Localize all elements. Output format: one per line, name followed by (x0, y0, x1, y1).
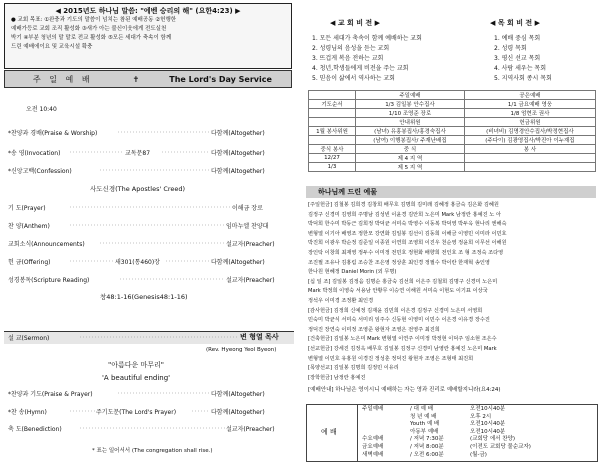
order-row: *송 영(Invocation) (8, 150, 61, 157)
year-theme-line: 드린 예배에이요 및 교육시설 확충 (11, 44, 93, 50)
footnote: * 표는 일어서서 (The congregation shall rise.) (92, 448, 213, 454)
pastoral-vision-heading: ◀ 목 회 비 전 ▶ (490, 19, 540, 27)
scripture-ref: 창48:1-16(Genesis48:1-16) (100, 293, 188, 301)
offering-line: [목양선교] 김일봉 김명희 김정민 이유리 (308, 365, 399, 372)
order-right: 다함께(Altogether) (211, 150, 265, 157)
pastoral-item: 2. 성령 목회 (494, 45, 527, 52)
duty-table (308, 90, 596, 172)
year-theme-line: 박기 ④부분 청년의 말 말로 전교 활성화 ⑤모든 세대가 축속이 함께 (11, 35, 172, 41)
schedule-cell: Youth 예 배 (410, 421, 440, 428)
order-mid: 새301(통460)장 (115, 259, 160, 266)
offering-line: 한나원 현혜정 Daniel Morin (외 무명) (308, 269, 397, 276)
order-label: 송 영(Invocation) (11, 150, 61, 157)
order-label: 찬양과 경배(Praise & Worship) (11, 130, 98, 137)
sermon-title-en: 'A beautiful ending' (102, 374, 171, 382)
schedule-cell: 수요예배 (362, 436, 384, 443)
year-theme-heading: ◀ 2015년도 하나님 말씀: "에벤 승리의 해" (요한4:23) ▶ (55, 7, 241, 15)
offering-line: Mark 박정희 이영숙 서용남 안황무 이승연 이해원 서미숙 이현도 이기표 이상국 (308, 288, 488, 295)
offering-line: [건축헌금] 김일봉 노은미 Mark 변형열 이연주 이미정 박정현 이덕주 임소현 조은수 (308, 336, 497, 343)
offering-heading: 하나님께 드린 예물 (306, 186, 596, 198)
vision-item: 5. 믿음이 삶에서 역사하는 교회 (312, 75, 395, 82)
table-row: 1월 봉사위원 (남녀) 유홍봉집사/홍경숙집사 (비녀비) 김명경안수집사/박정현집사 (309, 127, 596, 136)
table-row: 12/27 제 4 지 역 (309, 154, 596, 163)
table-row: 안내위원 헌금위원 (309, 118, 596, 127)
order-row: *찬양과 기도(Praise & Prayer) (8, 391, 93, 398)
schedule-cell: 오후 2시 (470, 413, 492, 420)
sermon-label: 설 교(Sermon) (8, 335, 50, 342)
order-right: 다함께(Altogether) (211, 391, 265, 398)
service-title-en: The Lord's Day Service (169, 74, 272, 84)
offering-line: 장인탁 이창희 최재영 정두수 이미정 전민호 정현화 배향희 전인호 조 형 조정숙 조다영 (308, 250, 504, 256)
order-right: 다함께(Altogether) (211, 130, 265, 137)
order-right: 이해금 장로 (232, 205, 263, 212)
schedule-cell: 아동부 예배 (410, 428, 439, 435)
schedule-cell: 오전10시40분 (470, 428, 506, 435)
preacher-name: 변 형열 목사 (240, 333, 279, 341)
table-row: 주일예배 공은예배 (309, 91, 596, 100)
year-theme-line: ● 교회 목표: ①완충과 기도의 말씀이 넘치는 참된 예배공동 ②헌행한 (11, 17, 177, 23)
offering-line: 변형열 이민호 유홍원 이경진 정성훈 정덕진 왕현자 조영은 조형태 최진희 (308, 355, 474, 362)
order-label: 신앙고백(Confession) (11, 168, 72, 175)
vision-item: 2. 성령님의 음성을 듣는 교회 (312, 45, 390, 52)
vision-item: 1. 모든 세대가 축속이 함께 예배하는 교회 (312, 35, 422, 42)
offering-line: [장학헌금] 남정란 홍예진 (308, 374, 366, 381)
schedule-cell: / 오전 6:00분 (410, 451, 444, 458)
order-label: 성경봉독(Scripture Reading) (8, 277, 90, 284)
order-mid: 교독문87 (125, 150, 151, 157)
order-right: 설교자(Preacher) (226, 426, 275, 433)
order-label: 축 도(Benediction) (8, 426, 62, 433)
table-row: 기도순서 1/3 김일봉 안수집사 1/1 금요예배 영웅 (309, 100, 596, 109)
order-right: 설교자(Preacher) (226, 277, 275, 284)
sermon-title: "아름다운 마무리" (108, 361, 164, 369)
service-title-ko: 주 일 예 배 (33, 74, 93, 84)
creed: 사도신경(The Apostles' Creed) (90, 185, 186, 193)
offering-line: 변형열 이기아 배영조 정한모 강연화 김일봉 김선이 김동희 이해금 이영민 이미라 이민호 (308, 230, 507, 237)
table-row: 1/10 조영준 장로 1/8 엄현조 권사 (309, 109, 596, 118)
schedule-cell: 주일예배 (362, 406, 384, 412)
schedule-cell: 오전10시40분 (470, 421, 506, 428)
order-row: *신앙고백(Confession) (8, 168, 72, 175)
preacher-name-en: (Rev. Hyeong Yeol Byeon) (206, 347, 277, 353)
offering-line: 박진희 이광우 박순정 김준일 이종원 이연희 조영희 이진우 천순영 정윤희 이무선 이해원 (308, 240, 507, 247)
order-right: 설교자(Preacher) (226, 241, 275, 248)
offering-line: 민숙미 박균식 서미숙 서미리 임주수 신동현 이영미 이민수 이은경 이유경 장수진 (308, 317, 490, 324)
order-label: 헌 금(Offering) (8, 259, 51, 266)
offering-line: 정덕진 장연숙 이미정 조영준 왕현자 조영은 전영주 최진희 (308, 326, 440, 333)
offering-line: 김정구 신경미 김영희 주명남 김성빈 이윤경 김안희 노은미 Mark 남정란 홍예진 노 아 (308, 211, 501, 218)
schedule-box (306, 404, 598, 462)
schedule-cell: / 대 예 배 (410, 406, 434, 412)
order-label: 찬 송(Hymn) (11, 409, 47, 416)
vision-item: 4. 청년,학생들에게 비전을 주는 교회 (312, 65, 409, 72)
schedule-label: 예 배 (321, 428, 337, 436)
schedule-cell: 새벽예배 (362, 451, 384, 458)
pastoral-item: 1. 예배 중심 목회 (494, 35, 541, 42)
schedule-cell: (월-금) (470, 451, 487, 458)
service-time: 오전 10:40 (26, 106, 57, 113)
church-vision-heading: ◀ 교 회 비 전 ▶ (330, 19, 380, 27)
schedule-cell: (교회당 에서 찬양) (470, 436, 515, 443)
offering-line: [십 일 조] 김일봉 김정음 김명순 홍금숙 김선희 이은주 김철희 김명구 신경미 노은미 (308, 278, 498, 285)
order-label: 찬 양(Anthem) (8, 223, 50, 230)
order-row: *찬양과 경배(Praise & Worship) (8, 130, 98, 137)
year-theme-line: 예배가등로 교회 조직 활성화 ③새가 아는 불신이웃에게 전도실천 (11, 26, 167, 32)
order-right: 다함께(Altogether) (211, 168, 265, 175)
vision-item: 3. 뜨겁게 복음 전하는 교회 (312, 55, 384, 62)
table-row: (남여) 이행봉집사/ 주재난배집 (주다이) 김광영집사/박진아 이누재집 (309, 136, 596, 145)
table-row: 1/3 제 5 지 역 (309, 163, 596, 172)
schedule-cell: (이전도 교회당 물순교자) (470, 444, 531, 450)
offering-line: 조진필 조유나 김홍림 조승찬 조은영 정상훈 최인경 정필수 박이란 한재혁 송인영 (308, 259, 490, 266)
cross-icon: ✝ (132, 74, 140, 84)
order-right: 임마누엘 찬양대 (226, 223, 269, 230)
order-label: 찬양과 기도(Praise & Prayer) (11, 391, 93, 398)
order-row: *찬 송(Hymn) (8, 409, 47, 416)
schedule-cell: 청 년 예 배 (410, 413, 437, 420)
order-mid: 주기도문(The Lord's Prayer) (96, 409, 177, 416)
pastoral-item: 3. 평신 선교 목회 (494, 55, 541, 62)
schedule-cell: / 저녁 8:00분 (410, 444, 444, 450)
offering-line: [주일헌금] 김철봉 김희경 김창희 배무호 김명희 김미래 김혜정 홍금숙 김은화 김혜원 (308, 202, 499, 208)
worship-note: [예배안내] 하나님은 영이시니 예배하는 자는 영과 진리로 예배할지니라(요4:24) (308, 387, 501, 393)
schedule-cell: 금요예배 (362, 444, 384, 450)
offering-line: 정석우 이미경 조정환 최인경 (308, 298, 374, 304)
pastoral-item: 5. 지역사회 종시 목회 (494, 75, 552, 82)
order-right: 다함께(Altogether) (211, 259, 265, 266)
offering-line: [선교헌금] 강세진 김정옥 배무호 김일봉 김정구 신경미 남영란 홍예진 노은미 Mark (308, 346, 497, 352)
order-label: 교회소식(Announcements) (8, 241, 85, 248)
schedule-cell: / 저녁 7:30분 (410, 436, 444, 443)
pastoral-item: 4. 사람 세우는 목회 (494, 65, 547, 72)
order-label: 기 도(Prayer) (8, 205, 46, 212)
offering-line: 박덕희 한수미 박동근 김희정 박덕균 서미숙 박영수 이동복 박덕영 박두옥 현나리 엔해숙 (308, 221, 507, 228)
schedule-cell: 오전10시40분 (470, 406, 506, 412)
table-row: 중식 봉사 중 식 봉 사 (309, 145, 596, 154)
offering-line: [감사헌금] 김정희 신예정 김재윤 김민희 이은경 김정구 신경미 노은미 서영희 (308, 307, 483, 314)
order-right: 다함께(Altogether) (211, 409, 265, 416)
